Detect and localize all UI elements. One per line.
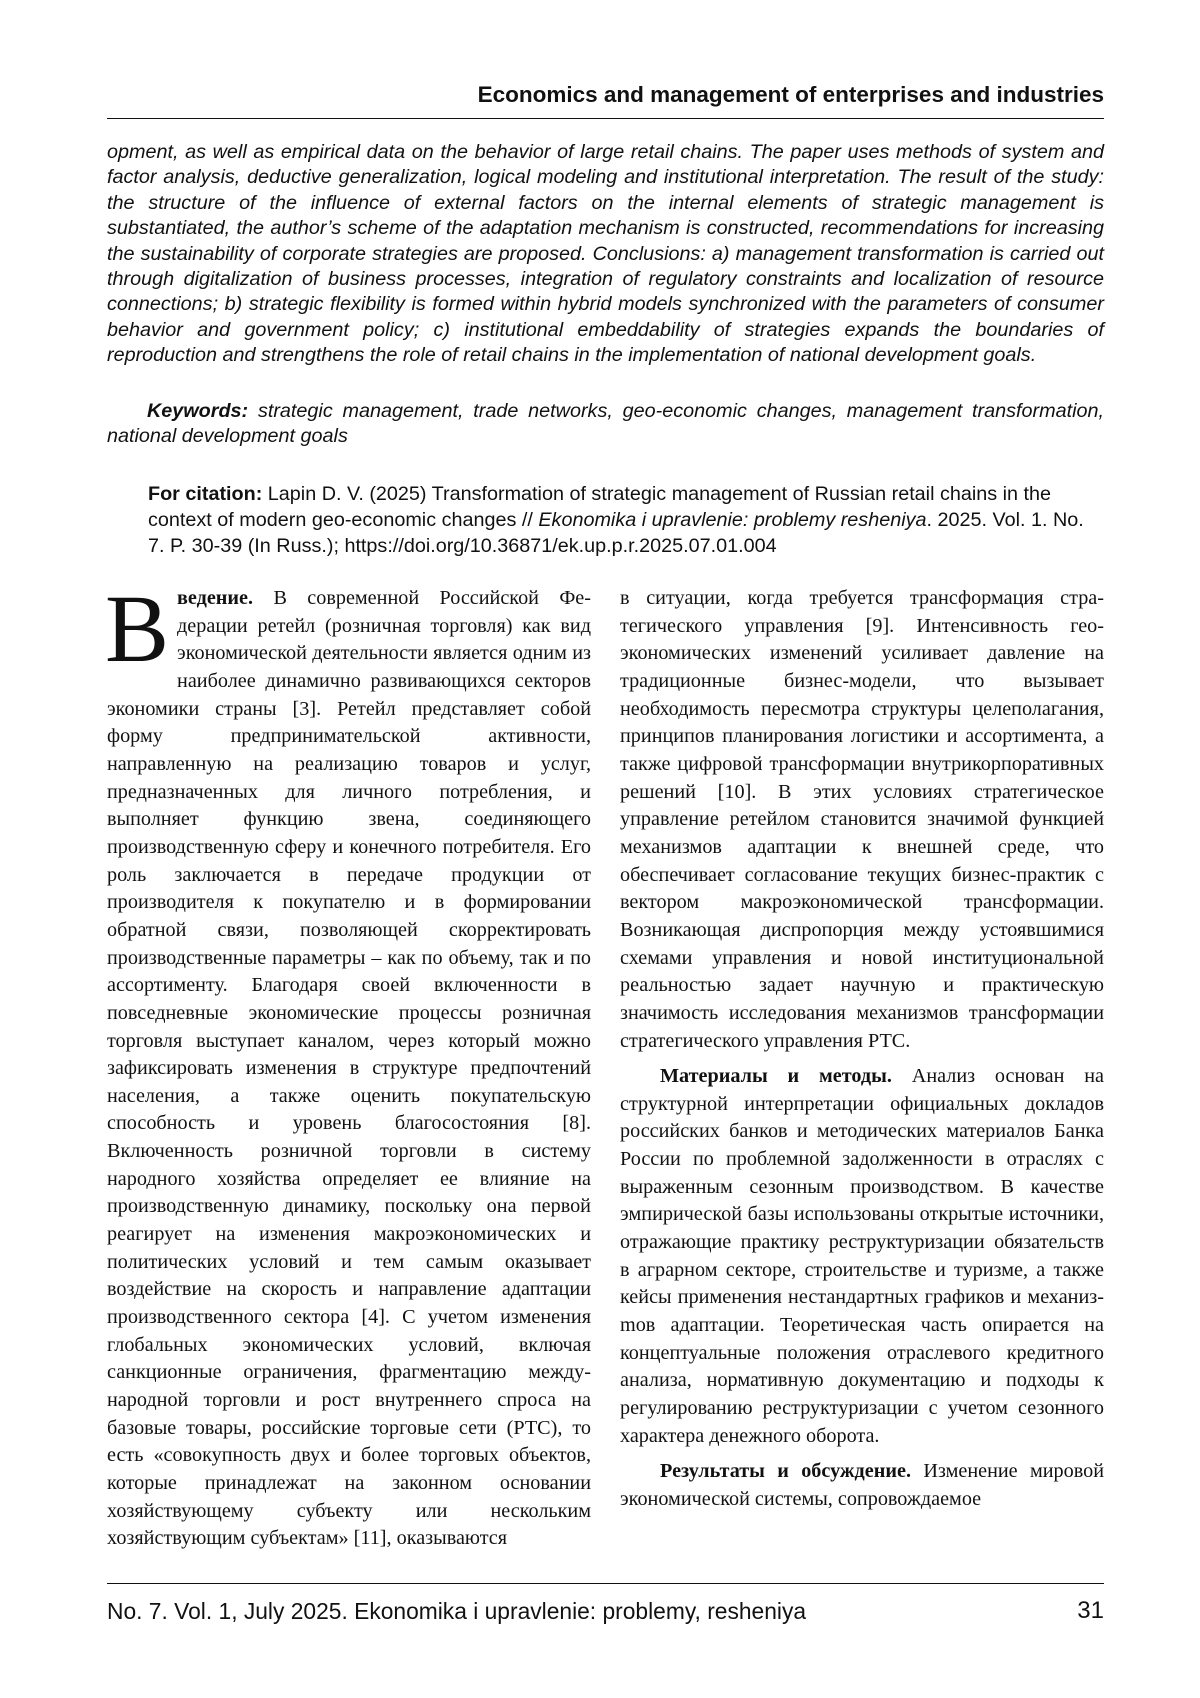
citation-text: Lapin D. V. (2025) Transformation of strategic management of Russian retail chains in the context of modern geo-economic changes // <box>148 483 1052 532</box>
results-heading: Результаты и обсуждение. <box>660 1460 911 1483</box>
methods-heading: Материалы и методы. <box>660 1065 892 1088</box>
introduction-paragraph <box>105 575 591 1553</box>
header-rule <box>107 118 1104 119</box>
running-header-title: Economics and management of enterprises and industries <box>477 82 1104 107</box>
citation-journal: Ekonomika i upravlenie: problemy resheniya <box>538 509 927 532</box>
drop-cap: В <box>105 575 170 682</box>
citation-block <box>148 481 1104 560</box>
introduction-text: В современной Российской Федерации ретейл (розничная торговля) как вид экономической деятельности является одним из наиболее динамично развивающихся секторов экономики страны [3]. Ретейл представляет собой форму предпринимательской активности, направленную на реализацию товаров и услуг, предназначенных для личного потребления, и выполняет функцию звена, соединяющего производственную сферу и конечного потребителя. Его роль заключается в передаче продукции от производителя к покупателю и в формировании обратной связи, позволяющей скорректировать производственные параметры – как по объему, так и по ассортименту. Благодаря своей включенности в повседневные экономические процессы розничная торговля выступает каналом, через который можно зафиксировать изменения в структуре предпочтений населения, а также оценить покупательскую способность и уровень благосостояния [8]. Включенность розничной торговли в систему народного хозяйства определяет ее влияние на производственную динамику, поскольку она первой реагирует на изменения макроэкономических и политических условий и тем самым оказывает воздействие на скорость и направление адаптации производственного сектора [4]. С учетом изменения глобальных экономических условий, включая санкционные ограничения, фрагментацию международной торговли и рост внутреннего спроса на базовые товары, российские торговые сети (РТС), то есть «совокупность двух и более торговых объектов, которые принадлежат на законном основании хозяйствующему субъекту или нескольким хозяйствующим субъектам» [11], оказываются <box>107 587 591 1550</box>
citation-details: . 2025. Vol. 1. No. 7. P. 30-39 (In Russ.); https://doi.org/10.36871/ek.up.p.r.2025.07.01.004 <box>148 509 1084 558</box>
methods-text: Анализ основан на структурной интерпретации официальных доклaдов российских банков и методических материалов Банка России по проблемной задолженности в отраслях с выраженным сезонным производством. В качестве эмпирической базы использованы открытые источники, отражающие практику реструктуризации обязательств в аграрном секторе, строительстве и туризме, а также кейсы применения нестандартных графиков и механизmов адаптации. Теоретическая часть опирается на концептуальные положения отраслевого кредитного анализа, нормативную документацию и подходы к регулированию реструктуризации с учетом сезонного характера денежного оборота. <box>620 1065 1105 1447</box>
footer-journal-issue: No. 7. Vol. 1, July 2025. Ekonomika i upravlenie: problemy, resheniya <box>107 1598 807 1624</box>
page-number: 31 <box>1077 1597 1104 1624</box>
keywords-text: strategic management, trade networks, geo-economic changes, management transformation, national development goals <box>107 400 1104 448</box>
results-text: Изменение мировой экономической системы, сопровождаемое <box>620 1460 1105 1510</box>
keywords-paragraph <box>107 399 1104 450</box>
methods-paragraph <box>620 1063 1104 1450</box>
introduction-heading: ведение. <box>177 587 254 609</box>
abstract-text: opment, as well as empirical data on the behavior of large retail chains. The paper uses methods of system and factor analysis, deductive generalization, logical modeling and institutional interpretation. The result of the study: the structure of the influence of external factors on the internal elements of strategic management is substantiated, the author’s scheme of the adaptation mechanism is constructed, recommendations for increasing the sustainability of corporate strategies are proposed. Conclusions: a) management transformation is carried out through digitalization of business processes, integration of regulatory constraints and localization of resource connections; b) strategic flexibility is formed within hybrid models synchronized with the parameters of consumer behavior and government policy; c) institutional embeddability of strategies expands the boundaries of reproduction and strengthens the role of retail chains in the implementation of national development goals. <box>107 141 1104 367</box>
footer-rule <box>107 1583 1104 1584</box>
citation-label: For citation: <box>148 483 263 505</box>
introduction-continuation: в ситуации, когда требуется трансформация стратегического управления [9]. Интенсивность геоэкономических изменений усиливает давление на традиционные бизнес-модели, что вызывает необходимость пересмотра структуры целеполагания, принципов планирования логистики и ассортимента, а также цифровой трансформации внутрикорпоративных решений [10]. В этих условиях стратегическое управление ретейлом становится значимой функцией механизмов адаптации к внешней среде, что обеспечивает согласование текущих бизнес-практик с вектором макроэкономической трансформации. Возникающая диспропорция между устоявшимися схемами управления и новой институциональной реальностью задает научную и практическую значимость исследования механизмов трансформации стратегического управления РТС. <box>620 587 1104 1052</box>
body-column-right <box>620 585 1104 1514</box>
results-paragraph <box>620 1458 1104 1513</box>
keywords-label: Keywords: <box>147 400 249 422</box>
body-column-left <box>105 575 591 1553</box>
